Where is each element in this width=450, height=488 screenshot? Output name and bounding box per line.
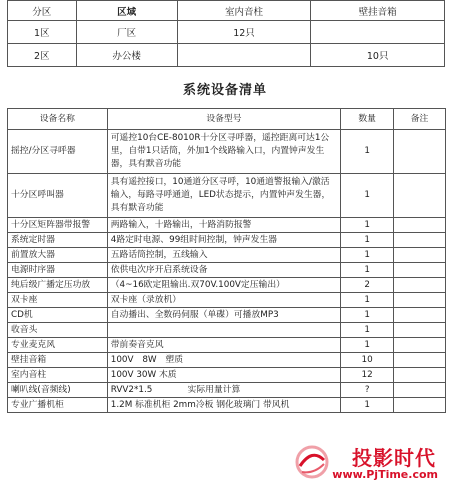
equipment-note-cell [394,233,446,248]
equipment-qty-cell: 1 [341,398,394,413]
equipment-qty-cell: 2 [341,278,394,293]
zone-cell: 2区 [8,44,77,67]
equipment-note-cell [394,353,446,368]
equipment-note-cell [394,368,446,383]
equipment-name-cell: 系统定时器 [8,233,108,248]
zone-cell: 12只 [177,21,311,44]
equipment-model-cell: 具有遥控接口，10通道分区寻呼，10通道警报输入/激活输入，每路寻呼通道，LED状态提示，内置钟声发生器，具有默音功能 [107,174,341,218]
equipment-note-cell [394,293,446,308]
equipment-model-cell: 双卡座（录放机） [107,293,341,308]
equipment-row [8,368,446,383]
equipment-model-cell: 4路定时电源、99组时间控制，钟声发生器 [107,233,341,248]
equipment-row [8,338,446,353]
zone-cell: 1区 [8,21,77,44]
zone-cell [177,44,311,67]
equipment-qty-cell: ? [341,383,394,398]
equipment-model-cell: 1.2M 标准机柜 2mm冷板 钢化玻璃门 带风机 [107,398,341,413]
equipment-note-cell [394,398,446,413]
equipment-model-cell: 五路话筒控制，五线输入 [107,248,341,263]
equipment-row [8,398,446,413]
equipment-model-cell: 自动播出、全数码伺服（单碟）可播放MP3 [107,308,341,323]
zone-header-indoor-column: 室内音柱 [177,1,311,21]
zone-table [7,0,445,67]
equipment-qty-cell: 1 [341,293,394,308]
watermark [294,442,444,482]
equipment-model-cell: 100V 30W 木质 [107,368,341,383]
watermark-url: www.PjTime.com [332,468,438,481]
zone-header-wall-speaker: 壁挂音箱 [311,1,445,21]
equipment-model-cell: 可遥控10台CE-8010R十分区寻呼器，遥控距离可达1公里，自带1只话筒，外加1个线路输入口，内置钟声发生器，具有默音功能 [107,130,341,174]
equipment-name-cell: 专业麦克风 [8,338,108,353]
equipment-row [8,293,446,308]
equipment-note-cell [394,248,446,263]
equipment-model-cell: 100V 8W 塑质 [107,353,341,368]
equipment-qty-cell: 1 [341,263,394,278]
equipment-name-cell: 摇控/分区寻呼器 [8,130,108,174]
equipment-name-cell: 双卡座 [8,293,108,308]
equipment-note-cell [394,218,446,233]
equipment-qty-cell: 1 [341,130,394,174]
equipment-model-cell: （4~16欧定阻输出.双70V.100V定压输出） [107,278,341,293]
equipment-note-cell [394,308,446,323]
zone-header-area: 区域 [76,1,177,21]
equipment-name-cell: 电源时序器 [8,263,108,278]
zone-cell: 10只 [311,44,445,67]
zone-cell [311,21,445,44]
equipment-qty-cell: 10 [341,353,394,368]
zone-header-row [8,1,445,21]
equipment-row [8,383,446,398]
brand-logo-icon [294,444,330,480]
equipment-qty-cell: 1 [341,338,394,353]
equipment-name-cell: CD机 [8,308,108,323]
equipment-note-cell [394,130,446,174]
equipment-header-model: 设备型号 [107,109,341,130]
equipment-name-cell: 专业广播机柜 [8,398,108,413]
equipment-row [8,353,446,368]
equipment-header-qty: 数量 [341,109,394,130]
equipment-note-cell [394,383,446,398]
equipment-row [8,218,446,233]
equipment-row [8,233,446,248]
equipment-qty-cell: 1 [341,218,394,233]
equipment-model-cell [107,323,341,338]
equipment-header-name: 设备名称 [8,109,108,130]
zone-row [8,44,445,67]
equipment-qty-cell: 1 [341,233,394,248]
equipment-model-cell: 带前奏音克风 [107,338,341,353]
equipment-table [7,108,446,413]
equipment-row [8,323,446,338]
zone-header-zone: 分区 [8,1,77,21]
equipment-note-cell [394,338,446,353]
equipment-qty-cell: 12 [341,368,394,383]
equipment-row [8,278,446,293]
equipment-name-cell: 纯后级广播定压功放 [8,278,108,293]
equipment-row [8,248,446,263]
equipment-row [8,263,446,278]
equipment-name-cell: 壁挂音箱 [8,353,108,368]
equipment-model-cell: 两路输入，十路输出，十路消防报警 [107,218,341,233]
watermark-brand: 投影时代 [352,446,436,470]
equipment-note-cell [394,263,446,278]
equipment-header-note: 备注 [394,109,446,130]
equipment-row [8,174,446,218]
equipment-qty-cell: 1 [341,174,394,218]
zone-row [8,21,445,44]
equipment-qty-cell: 1 [341,323,394,338]
equipment-qty-cell: 1 [341,248,394,263]
equipment-note-cell [394,323,446,338]
equipment-name-cell: 十分区矩阵器带报警 [8,218,108,233]
zone-cell: 办公楼 [76,44,177,67]
equipment-row [8,130,446,174]
equipment-name-cell: 十分区呼叫器 [8,174,108,218]
equipment-note-cell [394,174,446,218]
equipment-model-cell: 依供电次序开启系统设备 [107,263,341,278]
section-title: 系统设备清单 [182,83,267,98]
zone-cell: 厂区 [76,21,177,44]
equipment-name-cell: 室内音柱 [8,368,108,383]
equipment-name-cell: 收音头 [8,323,108,338]
equipment-name-cell: 前置放大器 [8,248,108,263]
equipment-name-cell: 喇叭线(音频线) [8,383,108,398]
equipment-header-row [8,109,446,130]
equipment-model-cell: RVV2*1.5 实际用量计算 [107,383,341,398]
equipment-qty-cell: 1 [341,308,394,323]
equipment-note-cell [394,278,446,293]
equipment-row [8,308,446,323]
